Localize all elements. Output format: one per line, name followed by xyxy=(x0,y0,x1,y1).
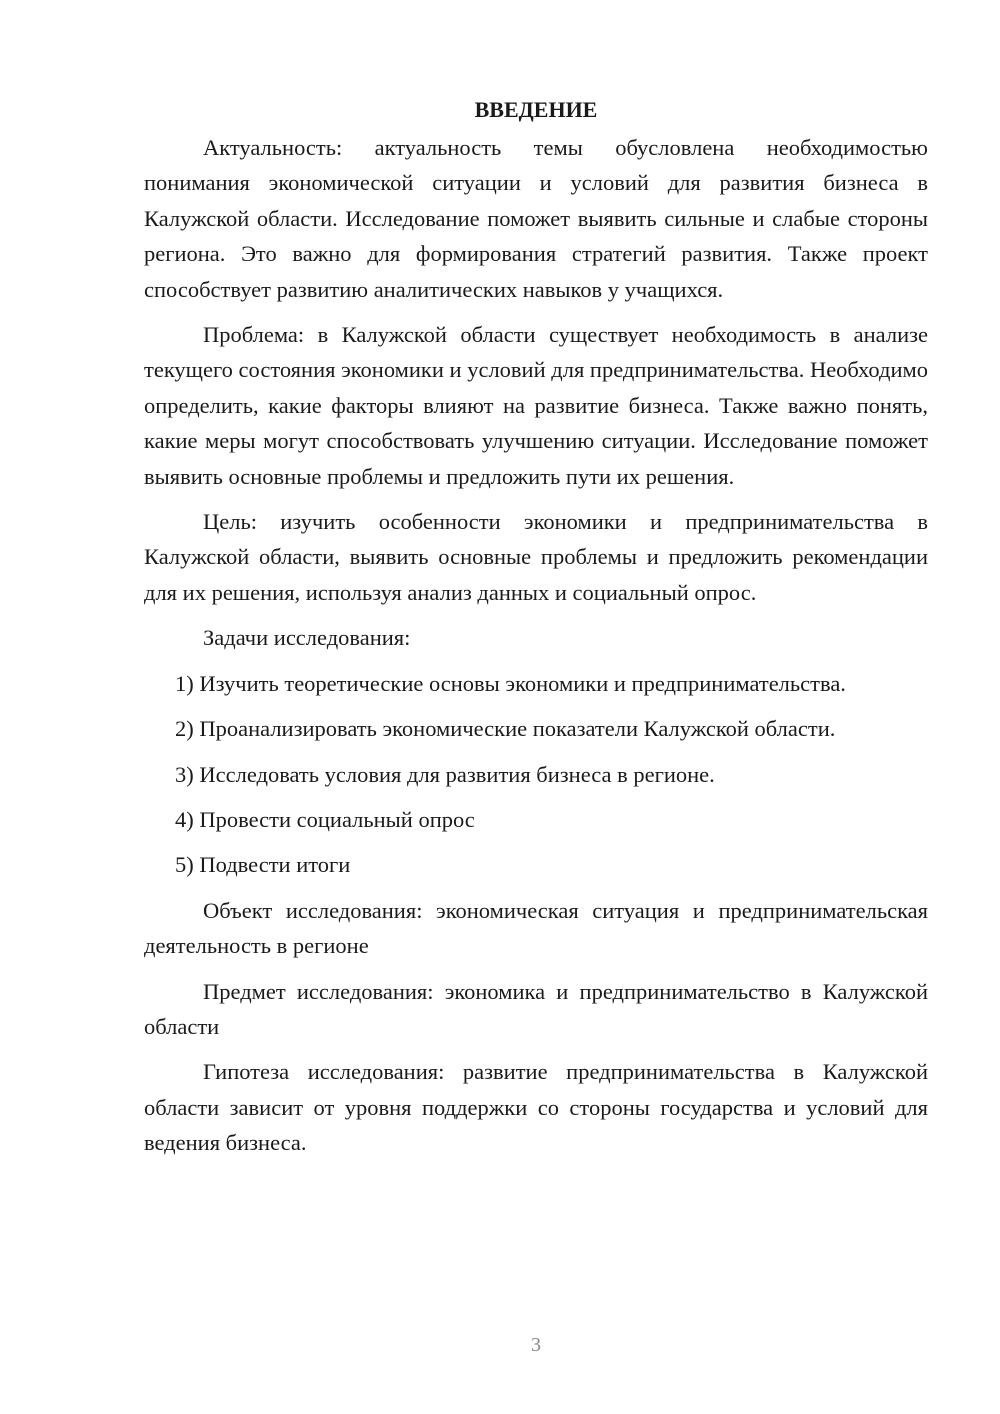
paragraph-relevance: Актуальность: актуальность темы обусловлена необходимостью понимания экономической ситуации и условий для развития бизнеса в Калужской области. Исследование поможет выявить сильные и слабые стороны региона. Это важно для формирования стратегий развития. Также проект способствует развитию аналитических навыков у учащихся. xyxy=(144,135,928,302)
list-item: 3) Исследовать условия для развития бизнеса в регионе. xyxy=(175,761,715,787)
paragraph-problem: Проблема: в Калужской области существует необходимость в анализе текущего состояния экономики и условий для предпринимательства. Необходимо определить, какие факторы влияют на развитие бизнеса. Также важно понять, какие меры могут способствовать улучшению ситуации. Исследование поможет выявить основные проблемы и предложить пути их решения. xyxy=(144,322,928,489)
paragraph-hypothesis: Гипотеза исследования: развитие предпринимательства в Калужской области зависит от уровня поддержки со стороны государства и условий для ведения бизнеса. xyxy=(144,1059,928,1156)
document-page xyxy=(144,92,928,1171)
paragraph-subject: Предмет исследования: экономика и предпринимательство в Калужской области xyxy=(144,978,928,1039)
paragraph-goal: Цель: изучить особенности экономики и предпринимательства в Калужской области, выявить основные проблемы и предложить рекомендации для их решения, используя анализ данных и социальный опрос. xyxy=(144,509,928,605)
paragraph-tasks-heading: Задачи исследования: xyxy=(203,625,411,651)
list-item: 5) Подвести итоги xyxy=(175,852,351,878)
section-title: ВВЕДЕНИЕ xyxy=(474,97,598,122)
paragraph-object: Объект исследования: экономическая ситуация и предпринимательская деятельность в регионе xyxy=(144,897,928,959)
list-item: 1) Изучить теоретические основы экономики и предпринимательства. xyxy=(175,670,846,696)
list-item: 4) Провести социальный опрос xyxy=(175,806,475,832)
page-number: 3 xyxy=(531,1334,541,1356)
list-item: 2) Проанализировать экономические показатели Калужской области. xyxy=(175,716,836,742)
tasks-list xyxy=(144,666,928,883)
